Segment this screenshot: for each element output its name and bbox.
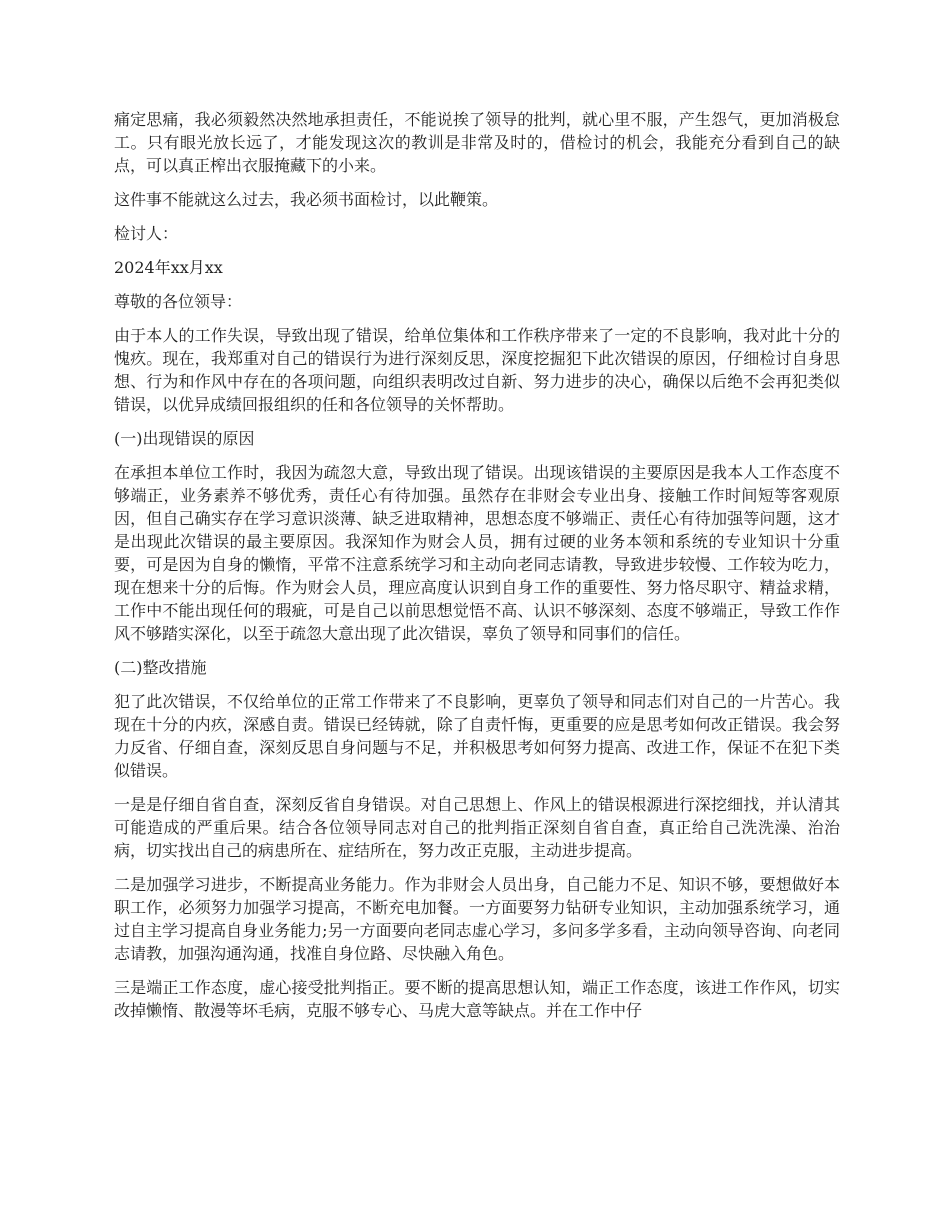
- paragraph-measure-two: 二是加强学习进步，不断提高业务能力。作为非财会人员出身，自己能力不足、知识不够，要想做好本职工作，必须努力加强学习提高，不断充电加餐。一方面要努力钻研专业知识，主动加强系统学习，通过自主学习提高自身业务能力;另一方面要向老同志虚心学习，多问多学多看，主动向领导咨询、向老同志请教，加强沟通沟通，找准自身位路、尽快融入角色。: [114, 875, 840, 963]
- paragraph-measures-intro: 犯了此次错误，不仅给单位的正常工作带来了不良影响，更辜负了领导和同志们对自己的一片苦心。我现在十分的内疚，深感自责。错误已经铸就，除了自责忏悔，更重要的应是思考如何改正错误。我会努力反省、仔细自查，深刻反思自身问题与不足，并积极思考如何努力提高、改进工作，保证不在犯下类似错误。: [114, 692, 840, 780]
- date-line: 2024年xx月xx: [114, 258, 223, 277]
- salutation: 尊敬的各位领导：: [114, 292, 243, 311]
- paragraph-causes: 在承担本单位工作时，我因为疏忽大意，导致出现了错误。出现该错误的主要原因是我本人工作态度不够端正，业务素养不够优秀，责任心有待加强。虽然存在非财会专业出身、接触工作时间短等客观原因，但自己确实存在学习意识淡薄、缺乏进取精神，思想态度不够端正、责任心有待加强等问题，这才是出现此次错误的最主要原因。我深知作为财会人员，拥有过硬的业务本领和系统的专业知识十分重要，可是因为自身的懒惰，平常不注意系统学习和主动向老同志请教，导致进步较慢、工作较为吃力，现在想来十分的后悔。作为财会人员，理应高度认识到自身工作的重要性、努力恪尽职守、精益求精，工作中不能出现任何的瑕疵，可是自己以前思想觉悟不高、认识不够深刻、态度不够端正，导致工作作风不够踏实深化，以至于疏忽大意出现了此次错误，辜负了领导和同事们的信任。: [114, 463, 840, 643]
- paragraph-resolve: 这件事不能就这么过去，我必须书面检讨，以此鞭策。: [114, 190, 499, 209]
- paragraph-intro: 由于本人的工作失误，导致出现了错误，给单位集体和工作秩序带来了一定的不良影响，我对此十分的愧疚。现在，我郑重对自己的错误行为进行深刻反思，深度挖掘犯下此次错误的原因，仔细检讨自身思想、行为和作风中存在的各项问题，向组织表明改过自新、努力进步的决心，确保以后绝不会再犯类似错误，以优异成绩回报组织的任和各位领导的关怀帮助。: [114, 326, 840, 414]
- paragraph-reflection: 痛定思痛，我必须毅然决然地承担责任，不能说挨了领导的批判，就心里不服，产生怨气，更加消极怠工。只有眼光放长远了，才能发现这次的教训是非常及时的，借检讨的机会，我能充分看到自己的缺点，可以真正榨出衣服掩藏下的小来。: [114, 110, 840, 175]
- paragraph-measure-one: 一是是仔细自省自查，深刻反省自身错误。对自己思想上、作风上的错误根源进行深挖细找，并认清其可能造成的严重后果。结合各位领导同志对自己的批判指正深刻自省自查，真正给自己洗洗澡、治治病，切实找出自己的病患所在、症结所在，努力改正克服，主动进步提高。: [114, 795, 840, 860]
- section-heading-causes: (一)出现错误的原因: [114, 429, 255, 448]
- paragraph-measure-three: 三是端正工作态度，虚心接受批判指正。要不断的提高思想认知，端正工作态度，该进工作作风，切实改掉懒惰、散漫等坏毛病，克服不够专心、马虎大意等缺点。并在工作中仔: [114, 978, 840, 1020]
- section-heading-measures: (二)整改措施: [114, 658, 207, 677]
- signer-label: 检讨人：: [114, 224, 179, 243]
- document-body: [114, 108, 840, 1033]
